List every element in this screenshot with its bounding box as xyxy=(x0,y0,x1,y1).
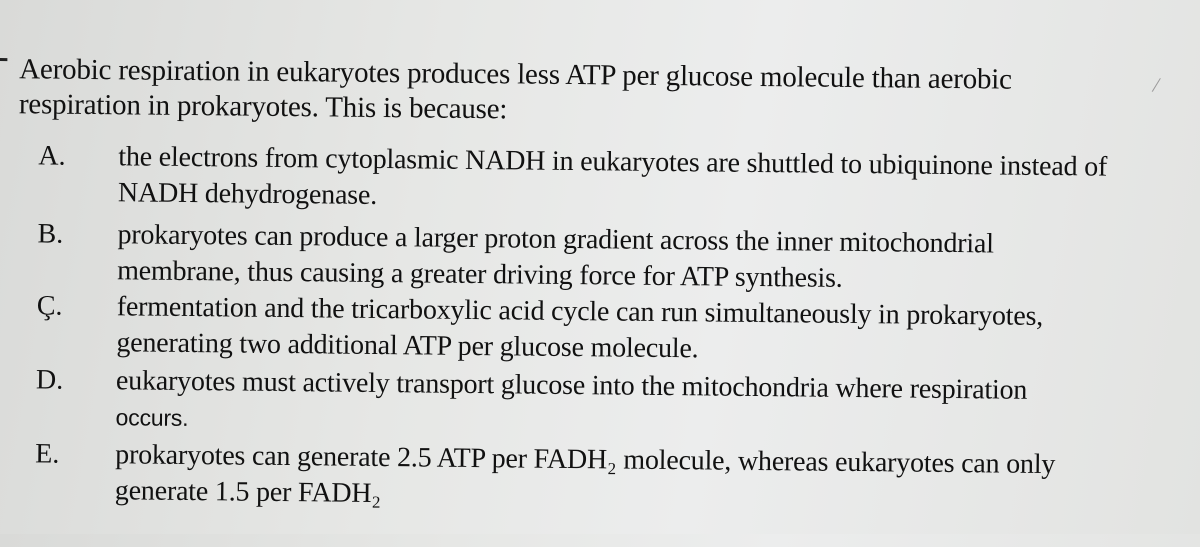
question-stem-line-1: Aerobic respiration in eukaryotes produces less ATP per glucose molecule than aerobic xyxy=(19,53,1012,96)
option-c-line-2: generating two additional ATP per glucose molecule. xyxy=(116,327,699,365)
option-letter-a: A. xyxy=(38,140,66,172)
option-letter-e: E. xyxy=(35,438,60,470)
option-d-line-2: occurs. xyxy=(115,404,189,431)
pencil-mark: / xyxy=(1150,71,1163,98)
option-letter-d: D. xyxy=(35,364,64,396)
option-text-a xyxy=(118,139,1194,222)
question-stem-line-2: respiration in prokaryotes. This is because: xyxy=(18,88,508,126)
option-text-b xyxy=(117,217,1193,300)
option-text-d xyxy=(115,363,1191,446)
option-b-line-2: membrane, thus causing a greater driving force for ATP synthesis. xyxy=(117,255,843,294)
option-letter-b: B. xyxy=(37,218,64,250)
answer-option-a[interactable] xyxy=(0,138,1198,211)
question-bullet-mark xyxy=(0,58,7,61)
option-text-e xyxy=(115,437,1191,520)
option-a-line-1: the electrons from cytoplasmic NADH in eukaryotes are shuttled to ubiquinone instead of xyxy=(118,141,1108,183)
option-letter-c: Ç. xyxy=(36,290,63,322)
option-d-line-1: eukaryotes must actively transport glucose into the mitochondria where respiration xyxy=(115,365,1028,406)
option-b-line-1: prokaryotes can produce a larger proton gradient across the inner mitochondrial xyxy=(117,219,994,260)
question-stem xyxy=(19,52,1170,134)
option-e-line-2: generate 1.5 per FADH₂ xyxy=(114,475,382,510)
option-e-line-1: prokaryotes can generate 2.5 ATP per FADH₂ molecule, whereas eukaryotes can only xyxy=(115,439,1056,481)
option-a-line-2: NADH dehydrogenase. xyxy=(117,177,378,211)
option-text-c xyxy=(116,289,1192,372)
option-c-line-1: fermentation and the tricarboxylic acid cycle can run simultaneously in prokaryotes, xyxy=(116,291,1044,332)
